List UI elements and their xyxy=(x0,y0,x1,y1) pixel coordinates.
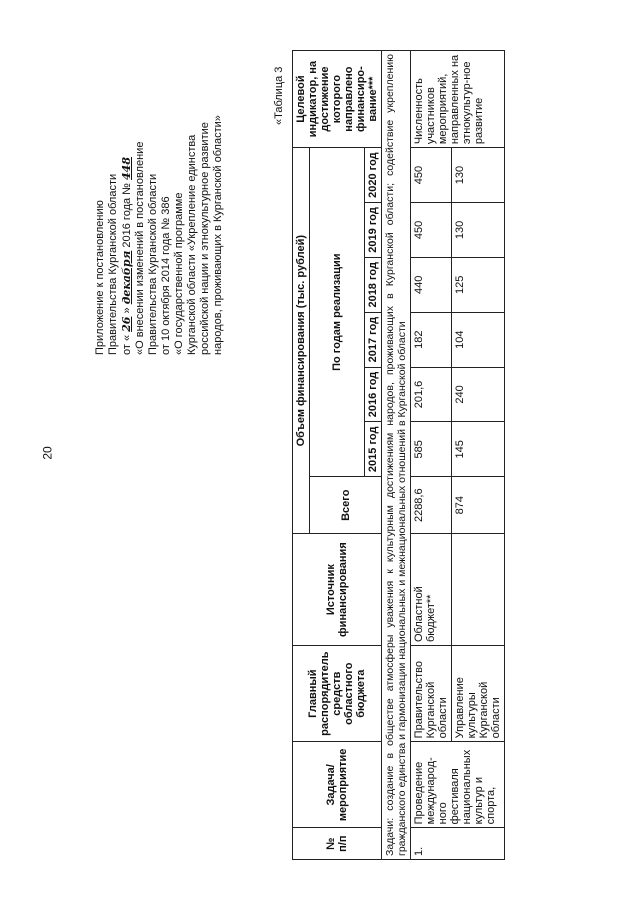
row-source: Областной бюджет** xyxy=(411,534,452,646)
header-indicator: Целевой индикатор, на достижение которого направлено финансиро-вание*** xyxy=(293,51,382,148)
header-line: российской нации и этнокультурное развитие xyxy=(199,122,211,355)
task-row: Задачи: создание в обществе атмосферы уважения к культурным достижениям народов, проживающих в Курганской области; содействие укреплению гражданского единства и гармонизации национальных и межнациональных отношений в Курганской области xyxy=(382,51,411,860)
row-manager: Правительство Курганской области xyxy=(411,646,452,742)
table-row xyxy=(411,51,452,860)
header-manager: Главный распорядитель средств областного бюджета xyxy=(293,646,382,742)
row-total: 874 xyxy=(452,477,505,534)
header-line: от 10 октября 2014 года № 386 xyxy=(160,196,172,355)
row-value: 130 xyxy=(452,203,505,258)
row-indicator-line: Численность участников мероприятий, xyxy=(413,73,449,145)
table-label: «Таблица 3 xyxy=(273,66,285,125)
header-line: Правительства Курганской области xyxy=(107,173,119,355)
header-year: 2016 год xyxy=(365,367,382,422)
header-funding: Объем финансирования (тыс. рублей) xyxy=(293,148,310,534)
row-activity: Проведение международ-ного фестиваля национальных культур и спорта, xyxy=(411,742,505,828)
date-mid: » xyxy=(121,307,133,314)
date-year: 2016 года № xyxy=(121,183,133,248)
header-line: народов, проживающих в Курганской области» xyxy=(212,115,224,355)
table-row xyxy=(452,51,505,860)
header-num: № п/п xyxy=(293,828,382,860)
header-line: Курганской области «Укрепление единства xyxy=(186,134,198,355)
header-year: 2018 год xyxy=(365,257,382,312)
header-line: Приложение к постановлению xyxy=(94,200,106,355)
header-date-line xyxy=(120,55,134,355)
header-line: «О внесении изменений в постановление xyxy=(134,141,146,355)
row-indicator xyxy=(411,51,505,148)
row-value: 450 xyxy=(411,148,452,203)
row-value: 585 xyxy=(411,422,452,477)
row-num: 1. xyxy=(411,828,505,860)
header-line: Правительства Курганской области xyxy=(147,173,159,355)
header-total: Всего xyxy=(310,477,382,534)
row-total: 2288,6 xyxy=(411,477,452,534)
header-line: «О государственной программе xyxy=(173,192,185,355)
date-number: 448 xyxy=(120,157,133,180)
document-header xyxy=(94,55,225,355)
row-value: 450 xyxy=(411,203,452,258)
row-value: 440 xyxy=(411,257,452,312)
row-value: 182 xyxy=(411,312,452,367)
row-value: 240 xyxy=(452,367,505,422)
header-year: 2020 год xyxy=(365,148,382,203)
header-year: 2015 год xyxy=(365,422,382,477)
row-manager: Управление культуры Курганской области xyxy=(452,646,505,742)
date-month: декабря xyxy=(120,250,133,305)
row-value: 104 xyxy=(452,312,505,367)
date-prefix: от « xyxy=(121,334,133,355)
row-value: 145 xyxy=(452,422,505,477)
date-day: 26 xyxy=(120,316,133,332)
header-by-years: По годам реализации xyxy=(310,148,365,477)
row-value: 201,6 xyxy=(411,367,452,422)
header-year: 2019 год xyxy=(365,203,382,258)
header-year: 2017 год xyxy=(365,312,382,367)
header-source: Источник финансирования xyxy=(293,534,382,646)
header-task: Задача/ мероприятие xyxy=(293,742,382,828)
row-indicator-line: направленных на этнокультур-ное развитие xyxy=(449,54,485,145)
funding-table xyxy=(292,50,505,860)
page-number: 20 xyxy=(40,446,55,460)
row-source xyxy=(452,534,505,646)
row-value: 125 xyxy=(452,257,505,312)
row-value: 130 xyxy=(452,148,505,203)
rotated-document-page xyxy=(30,40,630,875)
